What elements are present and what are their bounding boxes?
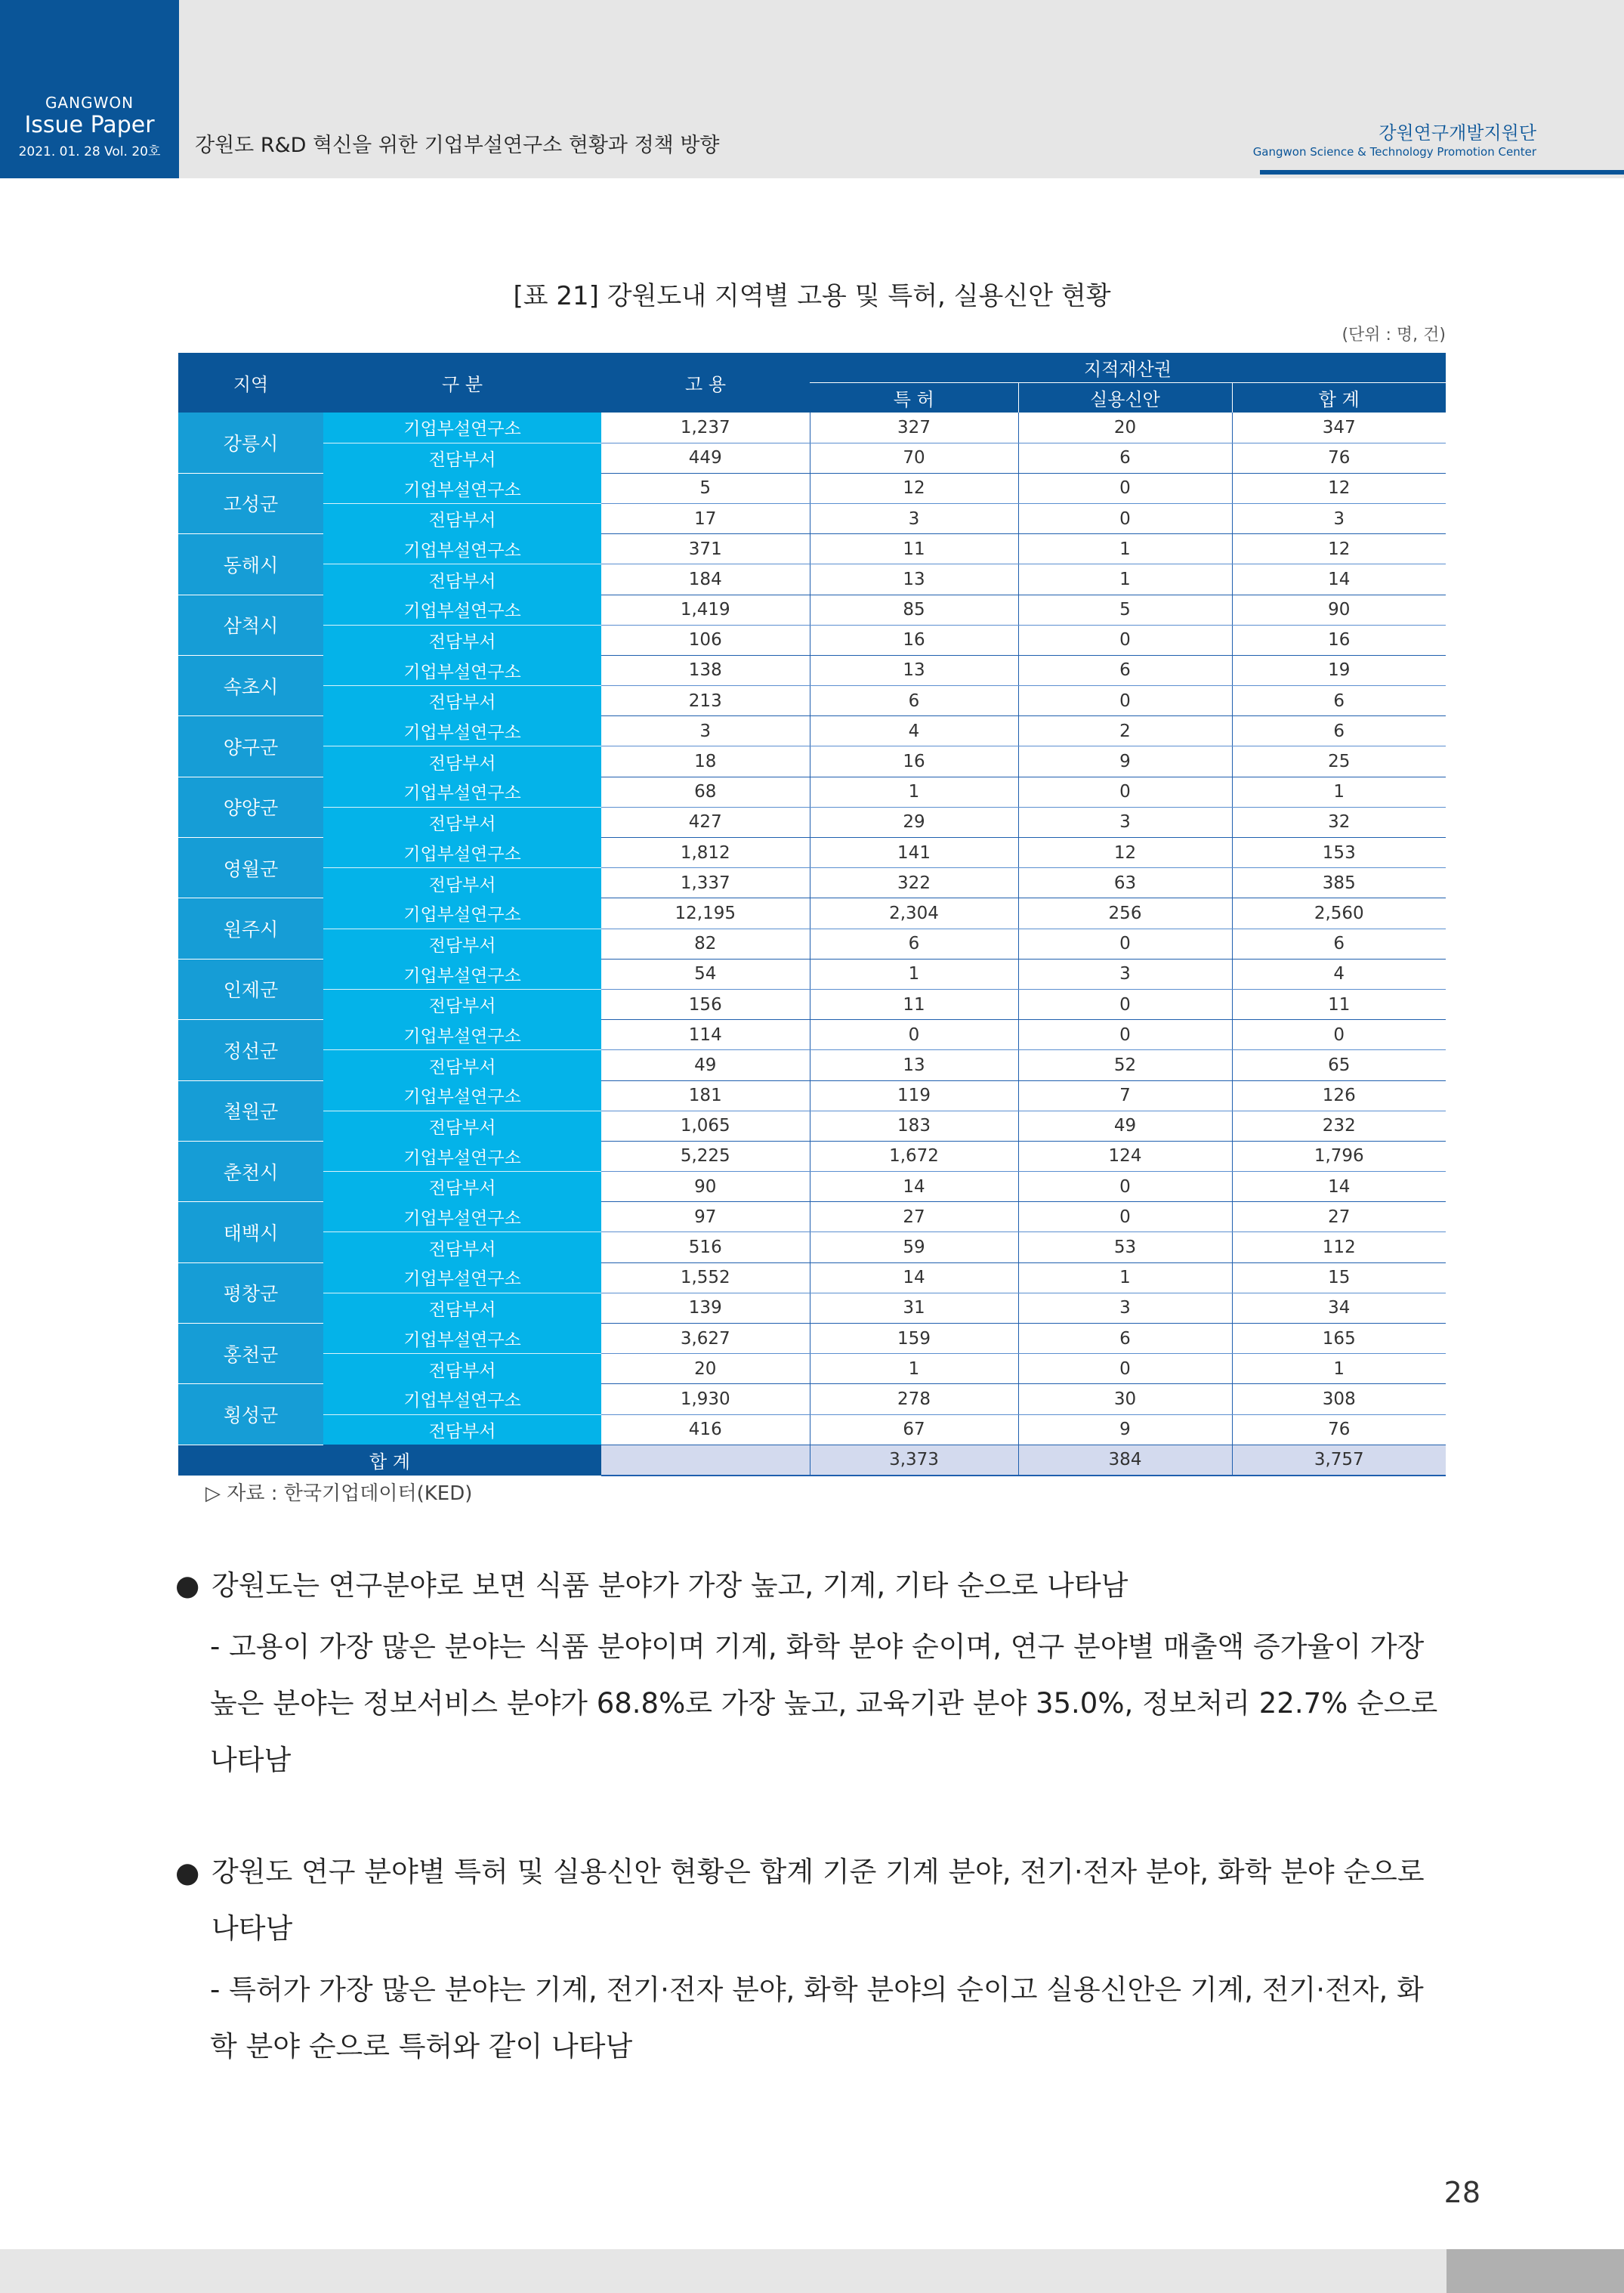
- utility-cell: 1: [1018, 564, 1232, 595]
- table-row: [178, 1414, 1446, 1445]
- region-cell: 정선군: [178, 1020, 323, 1080]
- employment-cell: 82: [601, 929, 810, 959]
- patent-cell: 0: [810, 1020, 1018, 1050]
- region-cell: 춘천시: [178, 1141, 323, 1201]
- header-ip: 지적재산권: [810, 353, 1446, 383]
- category-cell: 전담부서: [323, 503, 601, 533]
- patent-cell: 13: [810, 655, 1018, 685]
- patent-cell: 29: [810, 807, 1018, 837]
- table-row: [178, 564, 1446, 595]
- sum-cell: 6: [1232, 716, 1446, 746]
- table-row: [178, 898, 1446, 929]
- utility-cell: 0: [1018, 1020, 1232, 1050]
- sum-cell: 12: [1232, 534, 1446, 564]
- utility-cell: 6: [1018, 1324, 1232, 1354]
- issue-date: 2021. 01. 28 Vol. 20호: [18, 144, 161, 159]
- table-row: [178, 1324, 1446, 1354]
- issue-paper-badge: [0, 0, 179, 178]
- regional-ip-table: [178, 353, 1446, 1476]
- sum-cell: 6: [1232, 686, 1446, 716]
- category-cell: 전담부서: [323, 1293, 601, 1323]
- patent-cell: 183: [810, 1111, 1018, 1141]
- region-cell: 속초시: [178, 655, 323, 715]
- category-cell: 기업부설연구소: [323, 595, 601, 625]
- sum-cell: 112: [1232, 1232, 1446, 1262]
- table-row: [178, 625, 1446, 655]
- sum-cell: 32: [1232, 807, 1446, 837]
- total-label: 합 계: [178, 1445, 601, 1476]
- table-row: [178, 1020, 1446, 1050]
- organization-name-english: Gangwon Science & Technology Promotion Center: [1252, 145, 1536, 159]
- patent-cell: 159: [810, 1324, 1018, 1354]
- sum-cell: 3: [1232, 503, 1446, 533]
- header-category: 구 분: [323, 353, 601, 413]
- table-row: [178, 868, 1446, 898]
- utility-cell: 63: [1018, 868, 1232, 898]
- patent-cell: 1,672: [810, 1141, 1018, 1171]
- sum-cell: 90: [1232, 595, 1446, 625]
- region-cell: 횡성군: [178, 1384, 323, 1445]
- sum-cell: 2,560: [1232, 898, 1446, 929]
- category-cell: 전담부서: [323, 1111, 601, 1141]
- employment-cell: 1,930: [601, 1384, 810, 1414]
- utility-cell: 9: [1018, 746, 1232, 777]
- category-cell: 기업부설연구소: [323, 1262, 601, 1293]
- employment-cell: 184: [601, 564, 810, 595]
- category-cell: 전담부서: [323, 1172, 601, 1202]
- table-row: [178, 929, 1446, 959]
- sum-cell: 14: [1232, 564, 1446, 595]
- category-cell: 기업부설연구소: [323, 1141, 601, 1171]
- patent-cell: 4: [810, 716, 1018, 746]
- region-cell: 평창군: [178, 1262, 323, 1323]
- category-cell: 전담부서: [323, 746, 601, 777]
- category-cell: 전담부서: [323, 443, 601, 473]
- region-cell: 양양군: [178, 777, 323, 837]
- employment-cell: 54: [601, 959, 810, 989]
- sub-item-1: - 고용이 가장 많은 분야는 식품 분야이며 기계, 화학 분야 순이며, 연구 분야별 매출액 증가율이 가장 높은 분야는 정보서비스 분야가 68.8%로 가장 높고, 교육기관 분야 35.0%, 정보처리 22.7% 순으로 나타남: [210, 1630, 1438, 1776]
- header-sum: 합 계: [1232, 383, 1446, 413]
- bullet-text-2: 강원도 연구 분야별 특허 및 실용신안 현황은 합계 기준 기계 분야, 전기·전자 분야, 화학 분야 순으로 나타남: [211, 1856, 1425, 1945]
- total-sum: 3,757: [1232, 1445, 1446, 1476]
- patent-cell: 59: [810, 1232, 1018, 1262]
- utility-cell: 5: [1018, 595, 1232, 625]
- sum-cell: 165: [1232, 1324, 1446, 1354]
- patent-cell: 141: [810, 838, 1018, 868]
- table-row: [178, 686, 1446, 716]
- bullet-icon: ●: [175, 1569, 200, 1602]
- category-cell: 전담부서: [323, 807, 601, 837]
- table-row: [178, 838, 1446, 868]
- header-patent: 특 허: [810, 383, 1018, 413]
- category-cell: 기업부설연구소: [323, 534, 601, 564]
- employment-cell: 97: [601, 1202, 810, 1232]
- category-cell: 기업부설연구소: [323, 1384, 601, 1414]
- utility-cell: 0: [1018, 929, 1232, 959]
- table-row: [178, 746, 1446, 777]
- employment-cell: 49: [601, 1050, 810, 1080]
- category-cell: 전담부서: [323, 868, 601, 898]
- region-cell: 동해시: [178, 534, 323, 595]
- category-cell: 전담부서: [323, 686, 601, 716]
- patent-cell: 16: [810, 746, 1018, 777]
- region-cell: 고성군: [178, 473, 323, 533]
- table-row: [178, 1262, 1446, 1293]
- table-header-row: [178, 353, 1446, 383]
- region-cell: 삼척시: [178, 595, 323, 655]
- patent-cell: 322: [810, 868, 1018, 898]
- category-cell: 기업부설연구소: [323, 413, 601, 443]
- employment-cell: 1,065: [601, 1111, 810, 1141]
- utility-cell: 0: [1018, 686, 1232, 716]
- category-cell: 전담부서: [323, 564, 601, 595]
- table-row: [178, 1202, 1446, 1232]
- patent-cell: 16: [810, 625, 1018, 655]
- table-row: [178, 1111, 1446, 1141]
- employment-cell: 68: [601, 777, 810, 807]
- table-row: [178, 1384, 1446, 1414]
- patent-cell: 31: [810, 1293, 1018, 1323]
- table-row: [178, 1080, 1446, 1111]
- employment-cell: 1,337: [601, 868, 810, 898]
- utility-cell: 1: [1018, 1262, 1232, 1293]
- utility-cell: 49: [1018, 1111, 1232, 1141]
- header-region: 지역: [178, 353, 323, 413]
- patent-cell: 6: [810, 929, 1018, 959]
- utility-cell: 53: [1018, 1232, 1232, 1262]
- patent-cell: 119: [810, 1080, 1018, 1111]
- patent-cell: 12: [810, 473, 1018, 503]
- table-total-row: [178, 1445, 1446, 1476]
- utility-cell: 30: [1018, 1384, 1232, 1414]
- utility-cell: 52: [1018, 1050, 1232, 1080]
- region-cell: 원주시: [178, 898, 323, 959]
- category-cell: 전담부서: [323, 625, 601, 655]
- utility-cell: 0: [1018, 625, 1232, 655]
- utility-cell: 0: [1018, 1354, 1232, 1384]
- employment-cell: 12,195: [601, 898, 810, 929]
- employment-cell: 516: [601, 1232, 810, 1262]
- employment-cell: 5: [601, 473, 810, 503]
- category-cell: 기업부설연구소: [323, 898, 601, 929]
- patent-cell: 11: [810, 989, 1018, 1019]
- utility-cell: 9: [1018, 1414, 1232, 1445]
- total-employment: [601, 1445, 810, 1476]
- utility-cell: 1: [1018, 534, 1232, 564]
- patent-cell: 3: [810, 503, 1018, 533]
- table-unit: (단위 : 명, 건): [1341, 326, 1446, 345]
- sum-cell: 126: [1232, 1080, 1446, 1111]
- employment-cell: 449: [601, 443, 810, 473]
- category-cell: 기업부설연구소: [323, 838, 601, 868]
- patent-cell: 67: [810, 1414, 1018, 1445]
- sum-cell: 347: [1232, 413, 1446, 443]
- employment-cell: 138: [601, 655, 810, 685]
- series-title: Issue Paper: [24, 112, 155, 138]
- category-cell: 기업부설연구소: [323, 1202, 601, 1232]
- category-cell: 전담부서: [323, 1354, 601, 1384]
- category-cell: 기업부설연구소: [323, 959, 601, 989]
- employment-cell: 5,225: [601, 1141, 810, 1171]
- sum-cell: 1: [1232, 1354, 1446, 1384]
- category-cell: 전담부서: [323, 1414, 601, 1445]
- table-title: [표 21] 강원도내 지역별 고용 및 특허, 실용신안 현황: [513, 281, 1111, 311]
- sum-cell: 4: [1232, 959, 1446, 989]
- table-row: [178, 655, 1446, 685]
- employment-cell: 3,627: [601, 1324, 810, 1354]
- patent-cell: 70: [810, 443, 1018, 473]
- utility-cell: 0: [1018, 503, 1232, 533]
- bullet-text-1: 강원도는 연구분야로 보면 식품 분야가 가장 높고, 기계, 기타 순으로 나타남: [211, 1569, 1128, 1602]
- region-cell: 영월군: [178, 838, 323, 898]
- sum-cell: 65: [1232, 1050, 1446, 1080]
- sum-cell: 34: [1232, 1293, 1446, 1323]
- total-patent: 3,373: [810, 1445, 1018, 1476]
- employment-cell: 90: [601, 1172, 810, 1202]
- sum-cell: 153: [1232, 838, 1446, 868]
- utility-cell: 0: [1018, 1172, 1232, 1202]
- category-cell: 전담부서: [323, 929, 601, 959]
- region-cell: 홍천군: [178, 1324, 323, 1384]
- sum-cell: 0: [1232, 1020, 1446, 1050]
- category-cell: 기업부설연구소: [323, 777, 601, 807]
- patent-cell: 13: [810, 1050, 1018, 1080]
- sub-item-2: - 특허가 가장 많은 분야는 기계, 전기·전자 분야, 화학 분야의 순이고 실용신안은 기계, 전기·전자, 화학 분야 순으로 특허와 같이 나타남: [210, 1973, 1424, 2063]
- utility-cell: 0: [1018, 473, 1232, 503]
- page-header: [0, 0, 1624, 178]
- category-cell: 기업부설연구소: [323, 473, 601, 503]
- utility-cell: 3: [1018, 807, 1232, 837]
- table-row: [178, 1354, 1446, 1384]
- sum-cell: 76: [1232, 443, 1446, 473]
- employment-cell: 18: [601, 746, 810, 777]
- patent-cell: 14: [810, 1262, 1018, 1293]
- utility-cell: 0: [1018, 777, 1232, 807]
- employment-cell: 156: [601, 989, 810, 1019]
- patent-cell: 2,304: [810, 898, 1018, 929]
- employment-cell: 427: [601, 807, 810, 837]
- sum-cell: 25: [1232, 746, 1446, 777]
- table-row: [178, 534, 1446, 564]
- patent-cell: 14: [810, 1172, 1018, 1202]
- table-row: [178, 1232, 1446, 1262]
- table-source: ▷ 자료 : 한국기업데이터(KED): [205, 1482, 473, 1505]
- brand-label: GANGWON: [45, 94, 134, 112]
- utility-cell: 12: [1018, 838, 1232, 868]
- table-row: [178, 1141, 1446, 1171]
- utility-cell: 124: [1018, 1141, 1232, 1171]
- employment-cell: 1,552: [601, 1262, 810, 1293]
- utility-cell: 0: [1018, 1202, 1232, 1232]
- category-cell: 전담부서: [323, 1232, 601, 1262]
- employment-cell: 139: [601, 1293, 810, 1323]
- utility-cell: 20: [1018, 413, 1232, 443]
- table-row: [178, 443, 1446, 473]
- utility-cell: 256: [1018, 898, 1232, 929]
- region-cell: 강릉시: [178, 413, 323, 473]
- patent-cell: 1: [810, 777, 1018, 807]
- page-footer-accent: [1446, 2249, 1624, 2293]
- table-row: [178, 1172, 1446, 1202]
- header-employment: 고 용: [601, 353, 810, 413]
- header-accent-line: [1260, 170, 1624, 175]
- table-row: [178, 959, 1446, 989]
- utility-cell: 6: [1018, 443, 1232, 473]
- region-cell: 양구군: [178, 716, 323, 777]
- bullet-icon: ●: [175, 1856, 200, 1889]
- category-cell: 전담부서: [323, 1050, 601, 1080]
- patent-cell: 13: [810, 564, 1018, 595]
- employment-cell: 1,419: [601, 595, 810, 625]
- utility-cell: 3: [1018, 959, 1232, 989]
- table-row: [178, 1050, 1446, 1080]
- sum-cell: 12: [1232, 473, 1446, 503]
- document-title: 강원도 R&D 혁신을 위한 기업부설연구소 현황과 정책 방향: [195, 134, 720, 157]
- sum-cell: 232: [1232, 1111, 1446, 1141]
- category-cell: 기업부설연구소: [323, 716, 601, 746]
- total-utility: 384: [1018, 1445, 1232, 1476]
- table-body: [178, 413, 1446, 1476]
- table-row: [178, 777, 1446, 807]
- page-number: 28: [1443, 2176, 1480, 2209]
- employment-cell: 3: [601, 716, 810, 746]
- sum-cell: 1: [1232, 777, 1446, 807]
- employment-cell: 213: [601, 686, 810, 716]
- header-utility: 실용신안: [1018, 383, 1232, 413]
- patent-cell: 327: [810, 413, 1018, 443]
- sum-cell: 1,796: [1232, 1141, 1446, 1171]
- patent-cell: 6: [810, 686, 1018, 716]
- employment-cell: 20: [601, 1354, 810, 1384]
- sum-cell: 15: [1232, 1262, 1446, 1293]
- category-cell: 전담부서: [323, 989, 601, 1019]
- page-footer: [0, 2249, 1624, 2293]
- sum-cell: 27: [1232, 1202, 1446, 1232]
- employment-cell: 416: [601, 1414, 810, 1445]
- employment-cell: 181: [601, 1080, 810, 1111]
- table-row: [178, 413, 1446, 443]
- region-cell: 태백시: [178, 1202, 323, 1262]
- patent-cell: 1: [810, 1354, 1018, 1384]
- employment-cell: 371: [601, 534, 810, 564]
- table-row: [178, 1293, 1446, 1323]
- category-cell: 기업부설연구소: [323, 1020, 601, 1050]
- table-row: [178, 503, 1446, 533]
- sum-cell: 19: [1232, 655, 1446, 685]
- employment-cell: 1,812: [601, 838, 810, 868]
- region-cell: 철원군: [178, 1080, 323, 1141]
- employment-cell: 17: [601, 503, 810, 533]
- sum-cell: 76: [1232, 1414, 1446, 1445]
- utility-cell: 3: [1018, 1293, 1232, 1323]
- patent-cell: 11: [810, 534, 1018, 564]
- employment-cell: 1,237: [601, 413, 810, 443]
- patent-cell: 27: [810, 1202, 1018, 1232]
- sum-cell: 11: [1232, 989, 1446, 1019]
- sum-cell: 16: [1232, 625, 1446, 655]
- utility-cell: 0: [1018, 989, 1232, 1019]
- utility-cell: 6: [1018, 655, 1232, 685]
- table-row: [178, 807, 1446, 837]
- category-cell: 기업부설연구소: [323, 1324, 601, 1354]
- sum-cell: 385: [1232, 868, 1446, 898]
- table-row: [178, 716, 1446, 746]
- category-cell: 기업부설연구소: [323, 1080, 601, 1111]
- region-cell: 인제군: [178, 959, 323, 1019]
- patent-cell: 1: [810, 959, 1018, 989]
- sum-cell: 14: [1232, 1172, 1446, 1202]
- patent-cell: 278: [810, 1384, 1018, 1414]
- sum-cell: 6: [1232, 929, 1446, 959]
- patent-cell: 85: [810, 595, 1018, 625]
- utility-cell: 2: [1018, 716, 1232, 746]
- category-cell: 기업부설연구소: [323, 655, 601, 685]
- employment-cell: 114: [601, 1020, 810, 1050]
- table-row: [178, 989, 1446, 1019]
- sum-cell: 308: [1232, 1384, 1446, 1414]
- table-row: [178, 595, 1446, 625]
- utility-cell: 7: [1018, 1080, 1232, 1111]
- table-row: [178, 473, 1446, 503]
- employment-cell: 106: [601, 625, 810, 655]
- organization-name: 강원연구개발지원단: [1379, 122, 1536, 144]
